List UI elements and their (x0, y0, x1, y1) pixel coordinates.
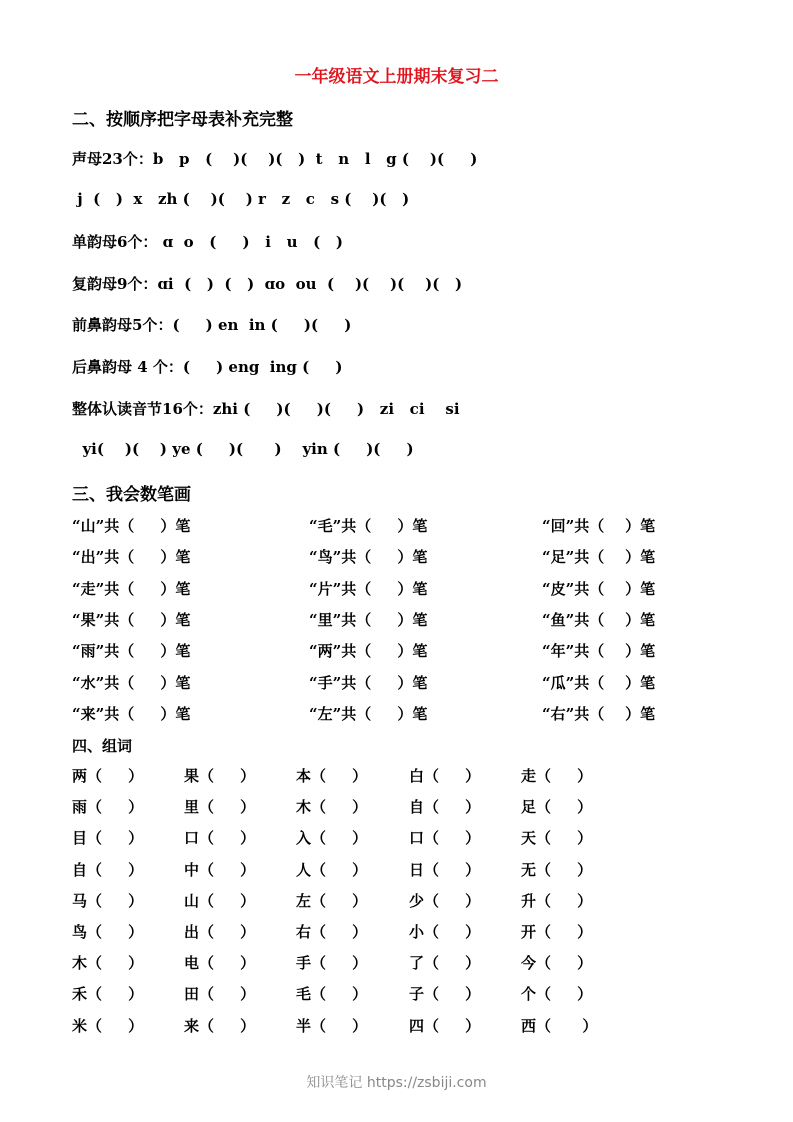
word-group-item: 马（ ） (72, 891, 144, 910)
word-group-item: 开（ ） (521, 923, 593, 941)
stroke-row (72, 672, 722, 692)
stroke-item: “雨”共（ ）笔 (72, 642, 191, 661)
stroke-item: “鸟”共（ ）笔 (309, 548, 428, 567)
alphabet-line: 单韵母6个： ɑ o ( ) i u ( ) (72, 233, 344, 251)
word-group-row (72, 796, 632, 816)
alphabet-line: 声母23个：b p ( )( )( ) t n l g ( )( ) (72, 150, 478, 168)
stroke-item: “手”共（ ）笔 (309, 673, 428, 692)
word-group-item: 无（ ） (521, 860, 593, 879)
word-group-item: 白（ ） (409, 767, 481, 785)
word-group-item: 口（ ） (409, 829, 481, 848)
alphabet-line: j ( ) x zh ( )( ) r z c s ( )( ) (72, 190, 410, 208)
word-group-row (72, 952, 632, 972)
alphabet-line: 前鼻韵母5个：( ) en in ( )( ) (72, 316, 352, 334)
word-group-item: 足（ ） (521, 798, 593, 817)
word-group-item: 少（ ） (409, 891, 481, 910)
word-group-item: 人（ ） (296, 860, 368, 879)
footer-watermark: 知识笔记 https://zsbiji.com (306, 1075, 487, 1091)
word-group-item: 田（ ） (184, 985, 256, 1004)
stroke-item: “两”共（ ）笔 (309, 642, 428, 661)
word-group-row (72, 859, 632, 879)
word-group-item: 半（ ） (296, 1016, 368, 1035)
stroke-item: “毛”共（ ）笔 (309, 517, 428, 535)
word-group-item: 山（ ） (184, 891, 256, 910)
stroke-item: “山”共（ ）笔 (72, 517, 191, 535)
word-group-item: 米（ ） (72, 1016, 144, 1035)
word-group-item: 小（ ） (409, 923, 481, 941)
word-group-row (72, 921, 632, 941)
word-group-item: 电（ ） (184, 954, 256, 973)
stroke-item: “片”共（ ）笔 (309, 579, 428, 598)
word-group-row (72, 983, 632, 1003)
word-group-item: 手（ ） (296, 954, 368, 973)
stroke-item: “里”共（ ）笔 (309, 610, 428, 629)
stroke-item: “右”共（ ）笔 (542, 704, 656, 723)
word-group-item: 个（ ） (521, 985, 593, 1004)
stroke-item: “回”共（ ）笔 (542, 517, 656, 535)
alphabet-line: 复韵母9个：ɑi ( ) ( ) ɑo ou ( )( )( )( ) (72, 275, 463, 293)
word-group-row (72, 890, 632, 910)
word-group-item: 右（ ） (296, 923, 368, 941)
word-group-item: 入（ ） (296, 829, 368, 848)
word-group-item: 禾（ ） (72, 985, 144, 1004)
word-group-item: 西（ ） (521, 1016, 598, 1035)
stroke-item: “来”共（ ）笔 (72, 704, 191, 723)
word-group-item: 来（ ） (184, 1016, 256, 1035)
word-group-item: 雨（ ） (72, 798, 144, 817)
word-group-item: 口（ ） (184, 829, 256, 848)
word-group-item: 里（ ） (184, 798, 256, 817)
section-heading-words: 四、组词 (72, 737, 133, 755)
section-heading-alphabet: 二、按顺序把字母表补充完整 (72, 110, 293, 130)
word-group-item: 木（ ） (72, 954, 144, 973)
stroke-item: “水”共（ ）笔 (72, 673, 191, 692)
word-group-item: 日（ ） (409, 860, 481, 879)
stroke-item: “鱼”共（ ）笔 (542, 610, 656, 629)
word-group-item: 本（ ） (296, 767, 368, 785)
word-group-item: 四（ ） (409, 1016, 481, 1035)
word-group-item: 了（ ） (409, 954, 481, 973)
alphabet-line: 后鼻韵母 4 个：( ) eng ing ( ) (72, 358, 343, 376)
word-group-item: 自（ ） (72, 860, 144, 879)
alphabet-line: yi( )( ) ye ( )( ) yin ( )( ) (72, 440, 414, 458)
word-group-row (72, 1015, 632, 1035)
stroke-item: “皮”共（ ）笔 (542, 579, 656, 598)
stroke-row (72, 640, 722, 660)
page-title: 一年级语文上册期末复习二 (294, 67, 499, 87)
word-group-item: 毛（ ） (296, 985, 368, 1004)
stroke-item: “年”共（ ）笔 (542, 642, 656, 661)
stroke-item: “出”共（ ）笔 (72, 548, 191, 567)
stroke-item: “左”共（ ）笔 (309, 704, 428, 723)
word-group-row (72, 765, 632, 785)
section-heading-strokes: 三、我会数笔画 (72, 485, 191, 505)
word-group-item: 自（ ） (409, 798, 481, 817)
stroke-row (72, 703, 722, 723)
word-group-item: 两（ ） (72, 767, 144, 785)
alphabet-line: 整体认读音节16个：zhi ( )( )( ) zi ci si (72, 400, 460, 418)
word-group-item: 目（ ） (72, 829, 144, 848)
stroke-row (72, 546, 722, 566)
stroke-item: “瓜”共（ ）笔 (542, 673, 656, 692)
word-group-item: 果（ ） (184, 767, 256, 785)
word-group-item: 天（ ） (521, 829, 593, 848)
word-group-item: 出（ ） (184, 923, 256, 941)
stroke-row (72, 515, 722, 535)
word-group-item: 走（ ） (521, 767, 593, 785)
word-group-item: 木（ ） (296, 798, 368, 817)
word-group-item: 中（ ） (184, 860, 256, 879)
stroke-item: “果”共（ ）笔 (72, 610, 191, 629)
stroke-item: “足”共（ ）笔 (542, 548, 656, 567)
stroke-row (72, 578, 722, 598)
word-group-item: 升（ ） (521, 891, 593, 910)
word-group-item: 今（ ） (521, 954, 593, 973)
stroke-item: “走”共（ ）笔 (72, 579, 191, 598)
word-group-item: 左（ ） (296, 891, 368, 910)
word-group-item: 鸟（ ） (72, 923, 144, 941)
word-group-row (72, 827, 632, 847)
word-group-item: 子（ ） (409, 985, 481, 1004)
stroke-row (72, 609, 722, 629)
